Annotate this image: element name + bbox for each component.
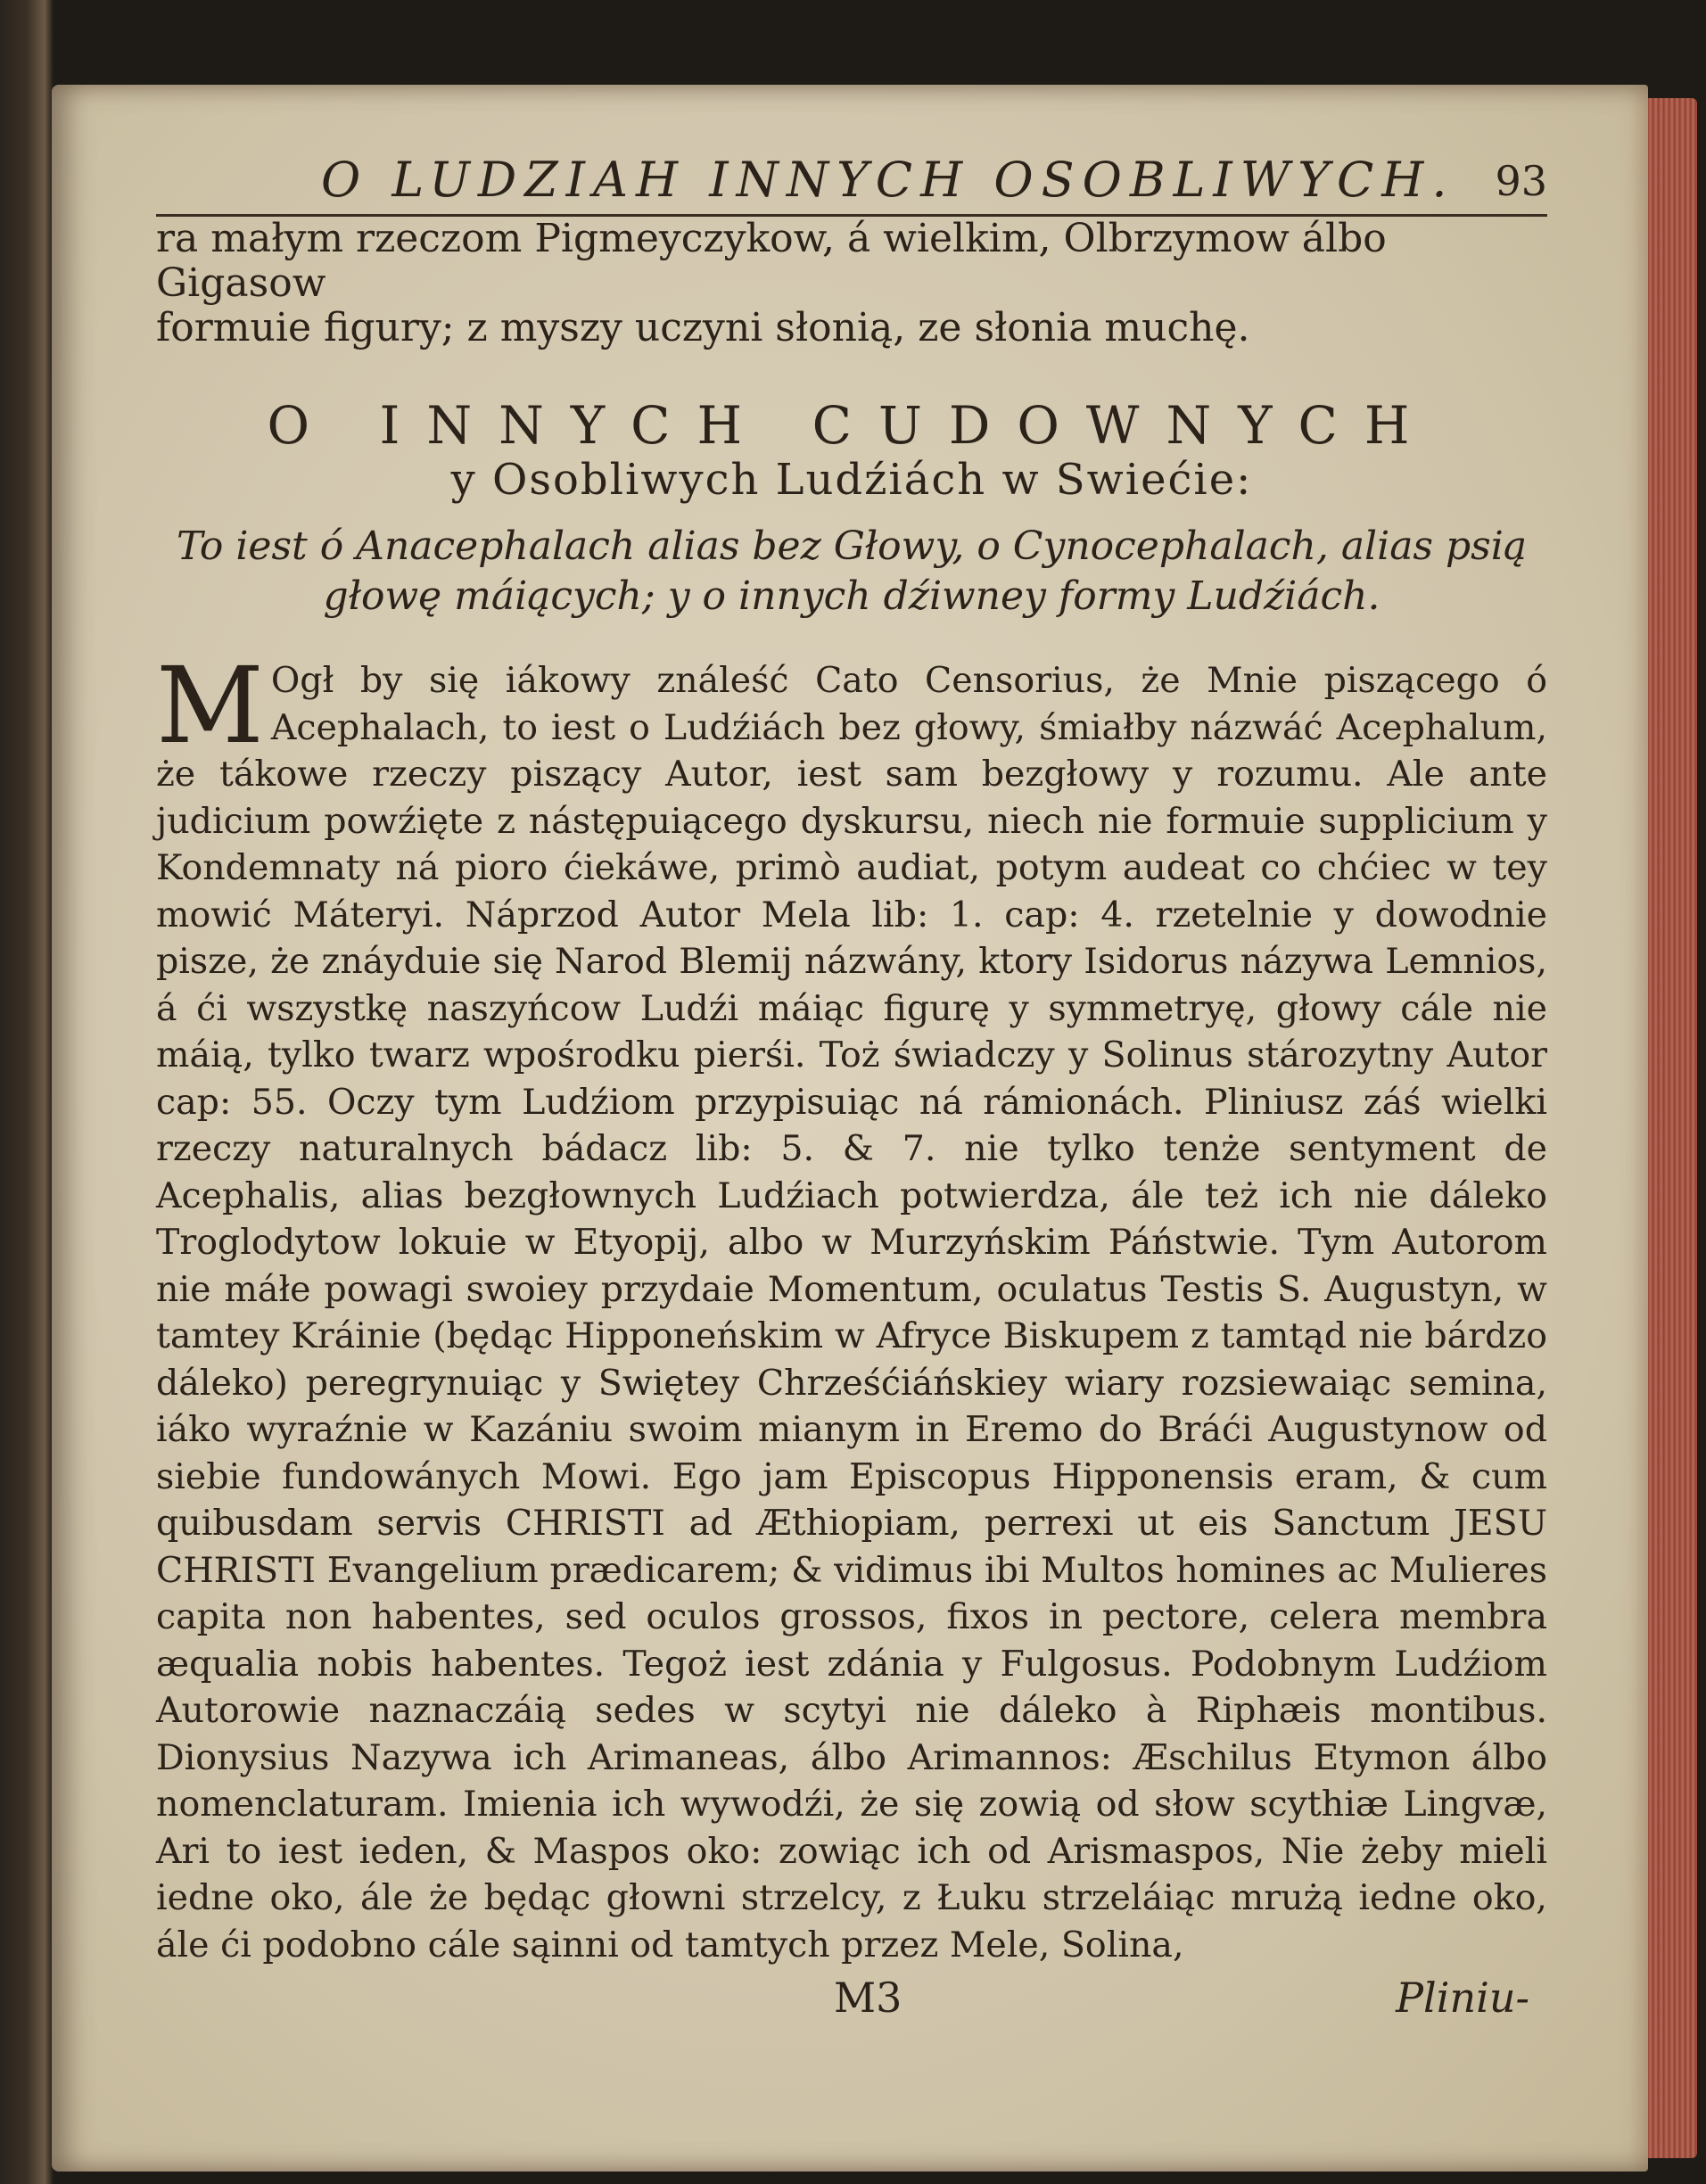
body-paragraph <box>156 644 1547 1968</box>
opening-line-2: formuie figury; z myszy uczyni słonią, ze słonia muchę. <box>156 305 1250 350</box>
page-footer <box>156 1974 1547 2027</box>
catchword: Pliniu- <box>1396 1974 1529 2022</box>
section-subheading: y Osobliwych Ludźiách w Swiećie: <box>450 455 1253 505</box>
opening-line-1: ra małym rzeczom Pigmeyczykow, á wielkim, Olbrzymow álbo Gigasow <box>156 216 1387 306</box>
section-heading: O INNYCH CUDOWNYCH <box>267 395 1437 456</box>
running-head <box>156 152 1547 217</box>
drop-cap: M <box>156 644 264 767</box>
page-number: 93 <box>1495 157 1547 205</box>
signature-mark: M3 <box>834 1974 902 2022</box>
page-edges <box>1648 98 1697 2158</box>
body-text: Ogł by się iákowy ználeść Cato Censorius, że Mnie piszącego ó Acephalach, to iest o Ludźiách bez głowy, śmiałby názwáć Acephalum, że tákowe rzeczy piszący Autor, iest sam bezgłowy y rozumu. Ale ante judicium powźięte z nástępuiącego dyskursu, niech nie formuie supplicium y Kondemnaty ná pioro ćiekáwe, primò audiat, potym audeat co chćiec w tey mowić Máteryi. Náprzod Autor Mela lib: 1. cap: 4. rzetelnie y dowodnie pisze, że znáyduie się Narod Blemij názwány, ktory Isidorus názywa Lemnios, á ći wszystkę naszyńcow Ludźi máiąc figurę y symmetryę, głowy cále nie máią, tylko twarz wpośrodku pierśi. Toż świadczy y Solinus stározytny Autor cap: 55. Oczy tym Ludźiom przypisuiąc ná rámionách. Pliniusz záś wielki rzeczy naturalnych bádacz lib: 5. & 7. nie tylko tenże sentyment de Acephalis, alias bezgłownych Ludźiach potwierdza, ále też ich nie dáleko Troglodytow lokuie w Etyopij, albo w Murzyńskim Páństwie. Tym Autorom nie máłe powagi swoiey przydaie Momentum, oculatus Testis S. Augustyn, w tamtey Kráinie (będąc Hipponeńskim w Afryce Biskupem z tamtąd nie bárdzo dáleko) peregrynuiąc y Swiętey Chrześćiáńskiey wiary rozsiewaiąc semina, iáko wyraźnie w Kazániu swoim mianym in Eremo do Bráći Augustynow od siebie fundowánych Mowi. Ego jam Episcopus Hipponensis eram, & cum quibusdam servis CHRISTI ad Æthiopiam, perrexi ut eis Sanctum JESU CHRISTI Evangelium prædicarem; & vidimus ibi Multos homines ac Mulieres capita non habentes, sed oculos grossos, fixos in pectore, celera membra æqualia nobis habentes. Tegoż iest zdánia y Fulgosus. Podobnym Ludźiom Autorowie naznaczáią sedes w scytyi nie dáleko à Riphæis montibus. Dionysius Nazywa ich Arimaneas, álbo Arimannos: Æschilus Etymon álbo nomenclaturam. Imienia ich wywodźi, że się zowią od słow scythiæ Lingvæ, Ari to iest ieden, & Maspos oko: zowiąc ich od Arismaspos, Nie żeby mieli iedne oko, ále że będąc głowni strzelcy, z Łuku strzeláiąc mrużą iedne oko, ále ći podobno cále sąinni od tamtych przez Mele, Solina, <box>156 660 1547 1966</box>
section-subtitle-line-2: głowę máiących; y o innych dźiwney formy Ludźiách. <box>323 573 1380 619</box>
section-subtitle-line-1: To iest ó Anacephalach alias bez Głowy, o Cynocephalach, alias psią <box>176 523 1528 569</box>
page-content <box>156 152 1547 2027</box>
running-title: O LUDZIAH INNYCH OSOBLIWYCH. <box>321 152 1455 208</box>
